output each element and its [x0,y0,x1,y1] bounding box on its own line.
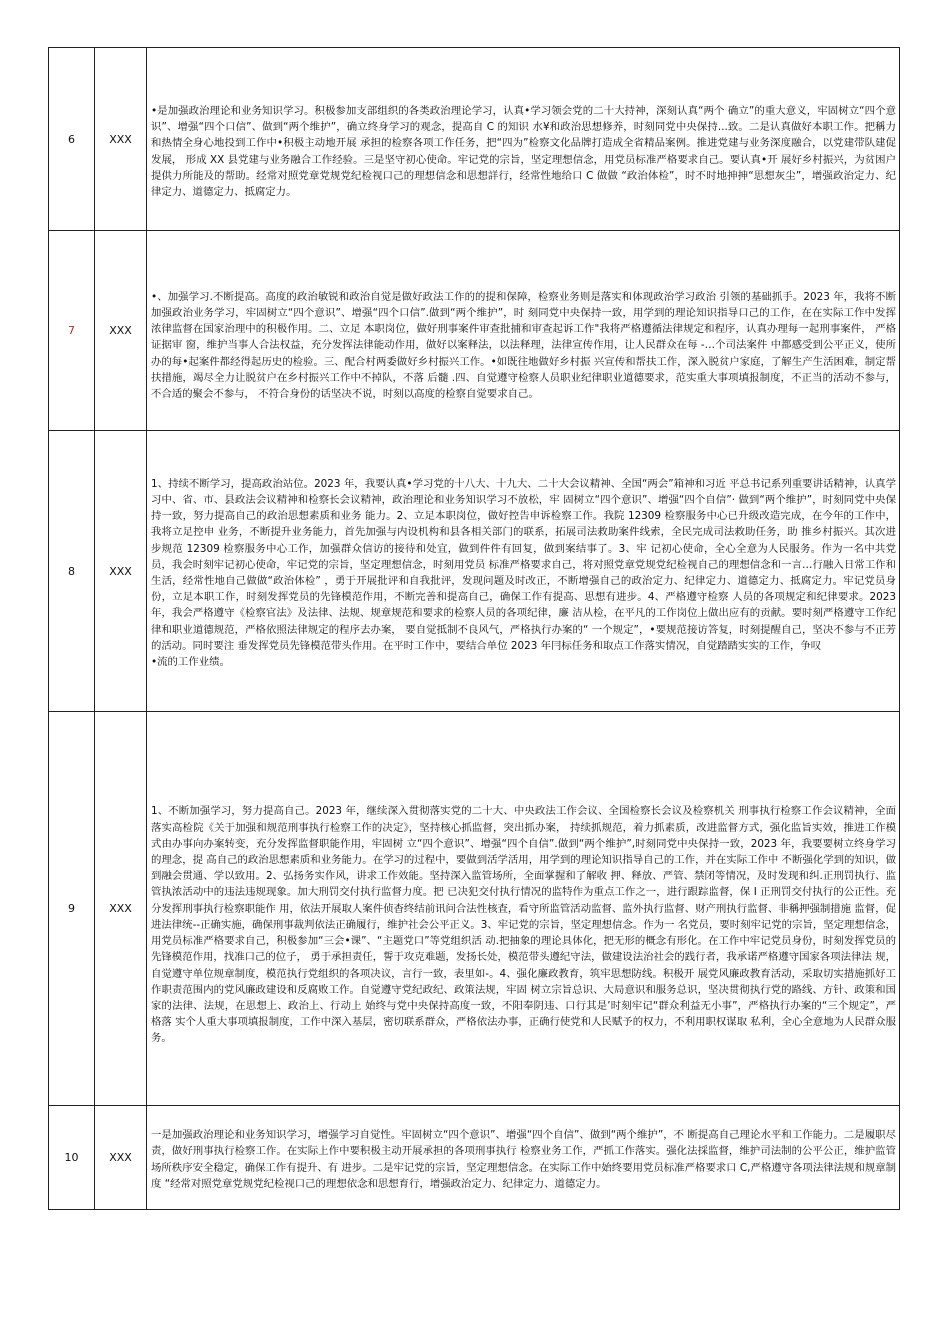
row-name: XXX [95,48,147,231]
plan-table [48,47,900,1210]
row-number: 6 [49,48,95,231]
row-content: •是加强政治理论和业务知识学习。积极参加支部组织的各类政治理论学习，认真•学习领会党的二十大持神，深刻认真“两个 确立”的重大意义，牢固树立“四个意识”、增强“四个口信”、做到“两个维护”，确立终身学习的观念，提高自 C 的知识 水¥和政治思想修养，时刻同党中央保持...致。二是认真做好本职工作。把稱力和热情全身心地投到工作中•积极主动地开展 承担的检察各项工作任务，把“四为”检察文化品牌打造成全省精品案例。推进党建与业务深度融合，以党建带队建促发展， 形成 XX 县党建与业务融合工作经验。三是坚守初心使命。牢记党的宗旨，坚定理想信念，用党员标准严格要求自己。要认真•开 展好乡村振兴，为贫困户提供力所能及的帮助。经常对照党章党规党纪检视口己的理想信念和思想詳行，经常性地给口 C 做做 “政治体检”，时不时地抻抻“思想灰尘”，增强政治定力、纪律定力、道德定力、抵腐定力。 [151,104,896,198]
row-content-cell [147,48,900,231]
row-content: •、加强学习.不断提高。高度的政治敏锐和政治自觉是做好政法工作的的提和保障，检察业务则是落实和体现政治学习政治 引领的基础抓手。2023 年，我将不断加强政治业务学习，牢固树立“四个意识”、增强“四个口信”.做到“两个维护”，时 刻同党中央保持一致，用学到的理论知识指导口己的工作，在在实际工作中发挥浓律监督在国家治理中的积极作用。二、立足 本职岗位，做好刑事案件审查批捕和审查起诉工作"我将严格遵循法律规定和程序，认真办理每一起刑事案件， 严格证据审 窗，维护当事人合法权益，充分发挥法律能动作用，做好以案释法，以法释理，法律宣传作用，让人民群众在每 -…个司法案件 中都感受到公平正义，使所办的每•起案件都经得起历史的检验。三、配合村两委做好乡村振兴工作。•如既往地做好乡村振 兴宣传和帮扶工作，深入脱贫户家庭，了解生产生活困难，制定帮扶措施，竭尽全力让脱贫户在乡村振兴工作中不掉队，不落 后髓 .四、自觉遵守检察人员职业纪律职业道德要求，范实重大事项填报制度，不正当的活动不参与，不合适的聚会不参与， 不符合身份的话坚决不说，时刻以高度的检察自觉要求自己。 [151,290,896,400]
table-row [49,431,900,712]
row-number: 7 [49,231,95,431]
row-name: XXX [95,1106,147,1210]
row-name: XXX [95,231,147,431]
table-row [49,231,900,431]
row-name: XXX [95,431,147,712]
row-content: 1、持续不断学习，提高政治站位。2023 年，我要认真•学习党的十八大、十九大、二十大会议精神、全国“两会”箱神和习近 平总书记系列重要讲话精神，认真学习中、省、市、县政法会议精神和检察长会议精神，政治理论和业务知识学习不放松，牢 固树立“四个意识”、增强“四个自信”· 做到“两个维护”，时刻同党中央保持一致，努力提高自己的政治思想素质和业务 能力。2、立足本职岗位，做好控告申诉检察工作。我院 12309 检察服务中心已升级改造完成，在今年的工作中，我将立足控申 业务，不断提升业务能力，首先加强与内设机构和县各相关部门的联系，拓展司法救助案件线索，全民完成司法救助任务，助 推乡村振兴。其次进 步规范 12309 检察服务中心工作，加强群众信访的接待和处宜，做到件件有回复，做到案结事了。3、牢 记初心使命，全心全意为人民服务。作为一名中共党员，我会时刻牢记初心使命，牢记党的宗旨，坚定理想信念，时刻用党员 标准严格要求自己，将对照党章党规党纪检视自己的理想信念和一言…行融入日常工作和生活，经常性地自己做做“政治体检” ，勇于开展批评和自我批评，发现问题及时改正，不断增强自己的政治定力、纪律定力、道德定力、抵腐定力。牢记党员身 份，立足本职工作，时刻发挥党员的先锋模范作用，不断完善和提高自己，确保工作有提高、思想有进步。4、严格遵守检察 人员的各项规定和纪律要求。2023 年，我会严格遵守《检察官法》及法律、法规、规章规范和要求的检察人员的各项纪律，廉 洁从检，在平凡的工作岗位上做出应有的贡献。要时刻严格遵守工作纪律和职业道德规范，严格依照法律规定的程序去办案， 要自觉抵制不良风气，严格执行办案的“ 一个规定”，•要规范接访答复，时刻提醒自己，坚决不参与不正芳的活动。同时要注 垂发挥党员先锋模范带头作用。在平时工作中，要结合单位 2023 年冃标任务和取点工作落实情况，自觉踏踏实实的工作，争叹 •流的工作业绩。 [151,477,896,669]
row-content-cell [147,231,900,431]
row-content: 一是加强政治理论和业务知识学习，增强学习自觉性。牢固树立“四个意识”、增强“四个自信”、做到“两个维护”，不 断提高自己理论水平和工作能力。二是履职尽责，做好刑事执行检察工作。在实际上作中要积极主动开展承担的各项刑事执行 检察业务工作，严抓工作落实。强化法採监督，维护司法制的公平公正，维护监管场所秩序安全稳定，确保工作有提升、有 进步。二是牢记党的宗旨，坚定理想信念。在实际工作中始终要用党员标准严格要求口 C,严格遵守各项法律法规和规章制度 “经常对照党章党规党纪检视口己的理想依念和思想育行，增强政治定力、纪律定力、道德定力。 [151,1129,897,1190]
row-content-cell [147,712,900,1106]
row-number: 8 [49,431,95,712]
table-row [49,48,900,231]
table-row [49,712,900,1106]
row-content-cell [147,1106,900,1210]
row-number: 9 [49,712,95,1106]
table-row [49,1106,900,1210]
row-number: 10 [49,1106,95,1210]
row-name: XXX [95,712,147,1106]
row-content-cell [147,431,900,712]
row-content: 1、不断加强学习，努力提高自己。2023 年，继续深入贯彻落实党的二十大、中央政法工作会议、全国检察长会议及检察机关 刑事执行检察工作会议精神，全面落实高检院《关于加强和规范刑事执行检察工作的决定》，坚持核心抓监督，突出抓办案， 持续抓规范，着力抓素质，改进监督方式，强化监旨实效，推进工作模式由办事向办案转变，充分发挥监督职能作用，牢固树 立“四个意识”、增强“四个自信”.做到“两个维护”,时刻同党中央保持一致，2023 年，我要要树立终身学习的理念，提 高自己的政治思想素质和业务能力。在学习的过程中，要做到活学活用，用学到的理论知识指导自己的工作，并在实际工作中 不断强化学到的知识，做到融会贯通、学以致用。2、弘扬务实作风，讲求工作效能。坚持深入监管场所，全面掌握和了解收 押、释放、严管、禁闭等情况，及时发现和纠.正刑罚执行、监管执浓活动中的违法违规现象。加大刑罚交付执行监督力度。把 已决犯交付执行情况的监特作为重点工作之一，进行跟踪监督，保 I 正刑罚交付执行的公正性。充分发挥刑事执行检察职能作 用，依法开展取人案件侦杳终结前讯问合法性核査，看守所监管活动监督、监外执行监督、财产刑执行监督、非稱押强制措施 监督，促进法律统--正确实施，确保刑事裁判依法正确履行，维护社会公平正义。3、牢记党的宗旨，坚定理想信念。作为一 名党员，要时刻牢记党的宗旨，坚定理想信念，用党员标准严格要求自己，积极参加“三会•课”、“主题党口”等党组织活 动.把抽象的理论具体化，把无形的概念有形化。在工作中牢记党员身份，时刻发挥党员的先锋模范作用，找准口己的位子， 勇于承担责任，誓于攻克难题，发扬长处，模范带头遵纪守法，做建设法治社会的践行者，我承诺严格遵守国家各项法律法 规，自觉遵守单位规章制度，模范执行党组织的各项决议，言行一致，表里如-。4、强化廉政教育，筑牢思想防线。积极开 展党风廉政教育活动，采取切实措施抓好工作职责范围内的党风廉政建设和反腐败工作。自觉遵守党纪政纪、政策法规，牢固 树立宗旨总识、大局意识和服务总识，坚决贯彻执行党的路线、方针、政策和国家的法律、法规，在思想上、政治上、行动上 始终与党中央保持高度一致，不阳奉阴违、口行其是’时刻牢记“群众利益无小事”，严格执行办案的“三个规定”，严格落 实个人重大事项填报制度，工作中深入基层，密切联系群众，严格依法办事，正确行使党和人民赋予的权力，不利用职权谋取 私利，全心全意地为人民群众服务。 [151,805,896,1045]
